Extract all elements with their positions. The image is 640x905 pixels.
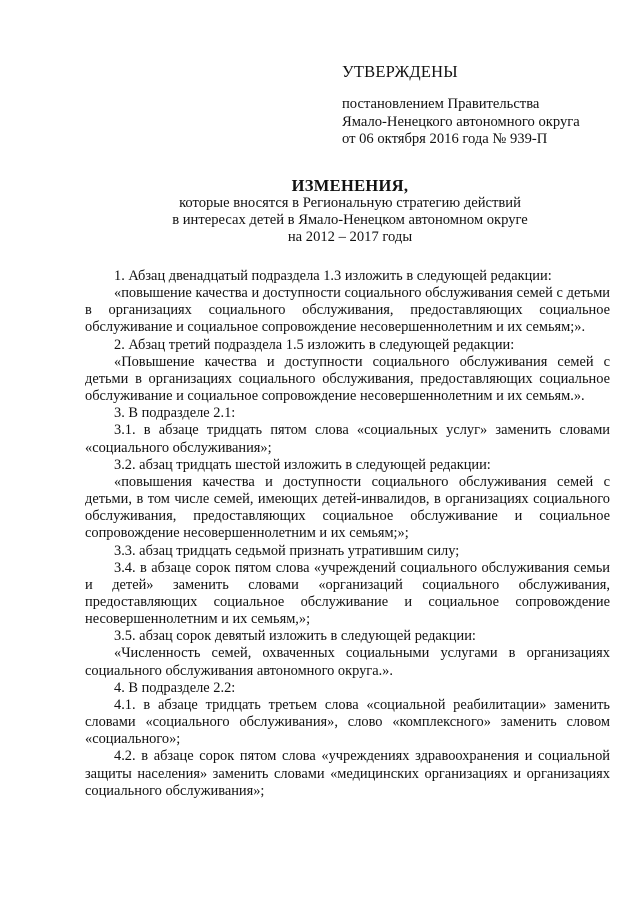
document-heading (60, 176, 640, 246)
approval-line: от 06 октября 2016 года № 939-П (342, 131, 548, 148)
paragraph: «повышение качества и доступности социального обслуживания семей с детьми в организациях социального обслуживания, предоставляющих социальное обслуживание и социальное сопровождение несовершеннолетним и их семьям;». (85, 285, 610, 336)
approval-details (342, 96, 632, 149)
paragraph: 4. В подразделе 2.2: (114, 679, 236, 696)
paragraph: 4.2. в абзаце сорок пятом слова «учреждениях здравоохранения и социальной защиты населения» заменить словами «медицинских организациях и организациях социального обслуживания»; (85, 748, 610, 799)
approval-title: УТВЕРЖДЕНЫ (342, 62, 458, 81)
paragraph: 3. В подразделе 2.1: (114, 405, 236, 422)
document-subtitle-line: которые вносятся в Региональную стратегию действий (179, 195, 521, 211)
document-title: ИЗМЕНЕНИЯ, (291, 176, 409, 195)
paragraph: 4.1. в абзаце тридцать третьем слова «социальной реабилитации» заменить словами «социального обслуживания», слово «комплексного» заменить словом «социального»; (85, 696, 610, 748)
paragraph: 1. Абзац двенадцатый подраздела 1.3 изложить в следующей редакции: (114, 268, 552, 284)
paragraph: 3.2. абзац тридцать шестой изложить в следующей редакции: (114, 456, 491, 473)
document-subtitle-line: в интересах детей в Ямало-Ненецком автономном округе (172, 212, 528, 228)
paragraph: 3.4. в абзаце сорок пятом слова «учреждений социального обслуживания семьи и детей» заменить словами «организаций социального обслуживания, предоставляющих социальное обслуживание и социальное сопровождение несовершеннолетним и их семьям,»; (85, 559, 610, 628)
paragraph: 2. Абзац третий подраздела 1.5 изложить в следующей редакции: (114, 336, 515, 353)
document-subtitle-line: на 2012 – 2017 годы (287, 229, 413, 245)
paragraph: «Численность семей, охваченных социальными услугами в организациях социального обслуживания автономного округа.». (85, 645, 610, 679)
document-body (85, 268, 610, 800)
paragraph: 3.5. абзац сорок девятый изложить в следующей редакции: (114, 628, 476, 645)
paragraph: 3.1. в абзаце тридцать пятом слова «социальных услуг» заменить словами «социального обслуживания»; (85, 422, 610, 456)
paragraph: «повышения качества и доступности социального обслуживания семей с детьми, в том числе семей, имеющих детей-инвалидов, в организациях социального обслуживания, предоставляющих социальное обслуживание и социальное сопровождение несовершеннолетним и их семьям;»; (85, 473, 610, 542)
paragraph: 3.3. абзац тридцать седьмой признать утратившим силу; (114, 542, 460, 559)
approval-line: Ямало-Ненецкого автономного округа (342, 113, 580, 130)
approval-line: постановлением Правительства (342, 96, 540, 112)
paragraph: «Повышение качества и доступности социального обслуживания семей с детьми в организациях социального обслуживания, предоставляющих социальное обслуживание и социальное сопровождение несовершеннолетним и их семьям.». (85, 353, 610, 405)
approval-block (342, 62, 632, 149)
